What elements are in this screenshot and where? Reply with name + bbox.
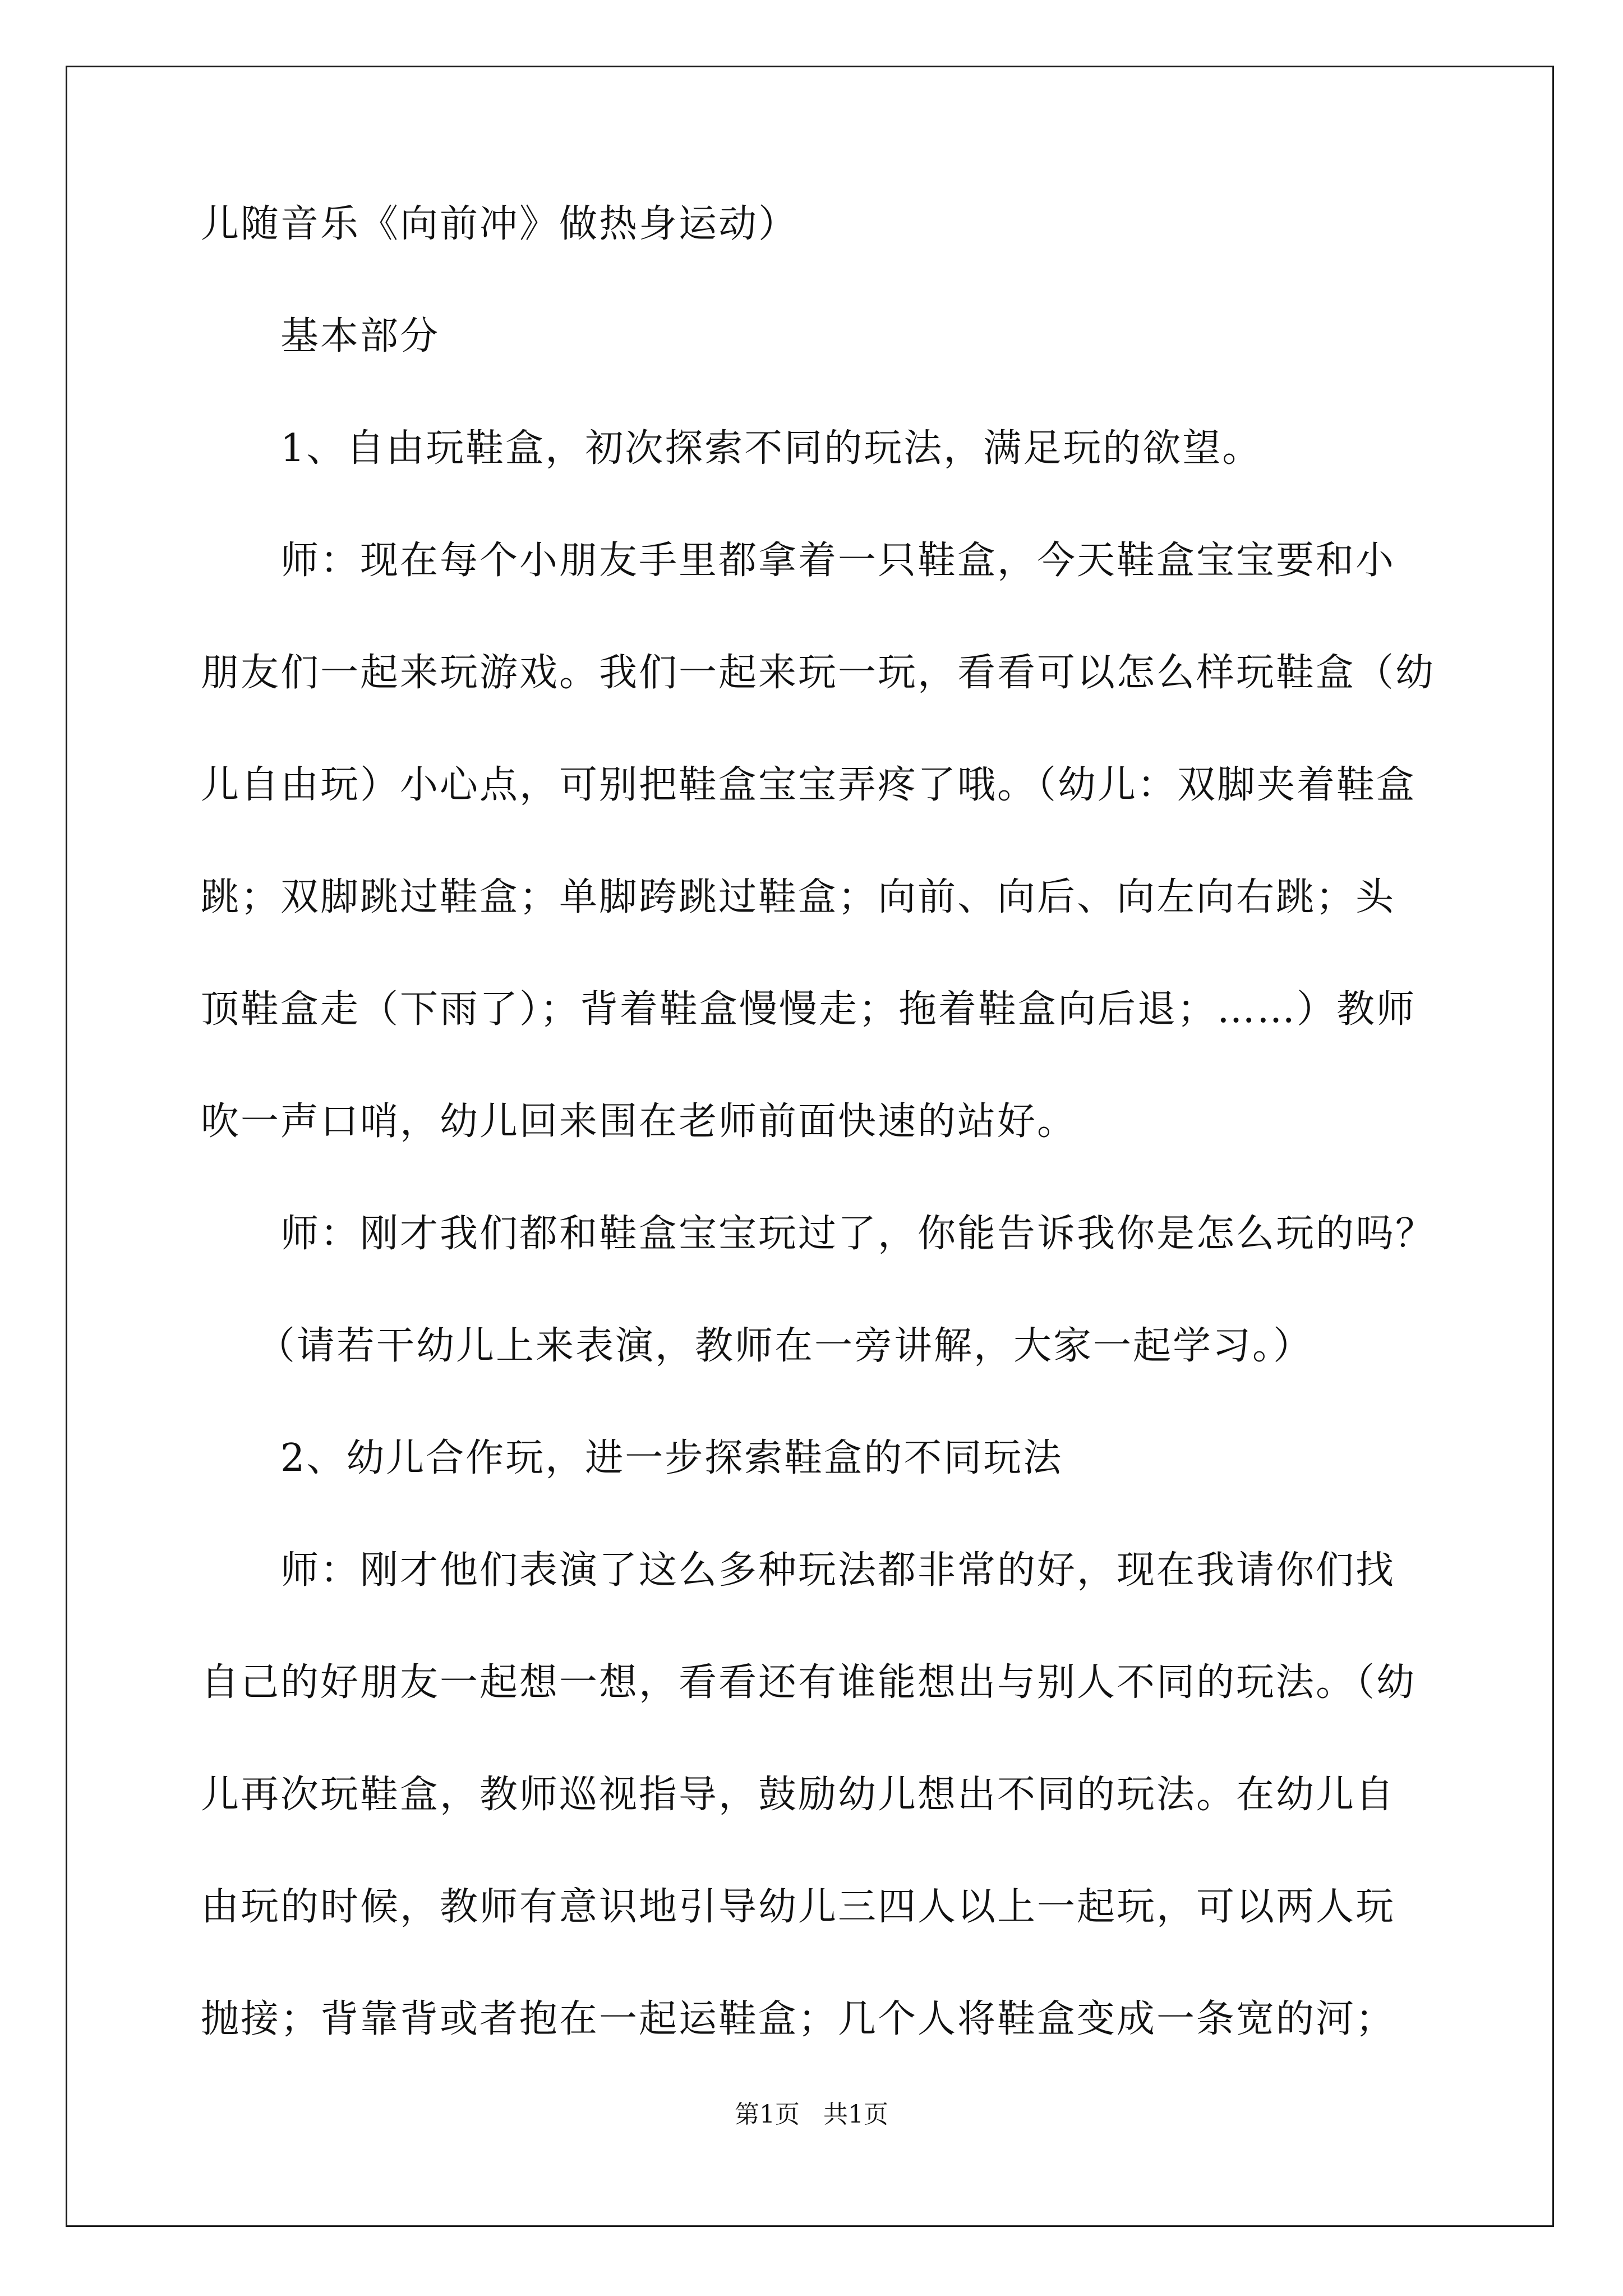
text-line: 顶鞋盒走（下雨了）；背着鞋盒慢慢走；拖着鞋盒向后退；……）教师 bbox=[201, 987, 1417, 1032]
paragraph-start: 师：刚才我们都和鞋盒宝宝玩过了，你能告诉我你是怎么玩的吗？ bbox=[280, 1212, 1436, 1256]
paragraph-start: （请若干幼儿上来表演，教师在一旁讲解，大家一起学习。） bbox=[257, 1324, 1313, 1368]
step-heading: 1、自由玩鞋盒，初次探索不同的玩法，满足玩的欲望。 bbox=[280, 426, 1262, 471]
text-line: 吹一声口哨，幼儿回来围在老师前面快速的站好。 bbox=[201, 1099, 1077, 1144]
text-line: 儿自由玩）小心点，可别把鞋盒宝宝弄疼了哦。（幼儿：双脚夹着鞋盒 bbox=[201, 763, 1417, 807]
text-line: 儿再次玩鞋盒，教师巡视指导，鼓励幼儿想出不同的玩法。在幼儿自 bbox=[201, 1773, 1396, 1817]
paragraph-start: 师：刚才他们表演了这么多种玩法都非常的好，现在我请你们找 bbox=[280, 1548, 1396, 1593]
step-heading: 2、幼儿合作玩，进一步探索鞋盒的不同玩法 bbox=[280, 1436, 1063, 1480]
section-heading: 基本部分 bbox=[280, 314, 440, 358]
paragraph-start: 师：现在每个小朋友手里都拿着一只鞋盒，今天鞋盒宝宝要和小 bbox=[280, 539, 1396, 583]
text-line: 朋友们一起来玩游戏。我们一起来玩一玩，看看可以怎么样玩鞋盒（幼 bbox=[201, 651, 1436, 695]
text-line: 自己的好朋友一起想一想，看看还有谁能想出与别人不同的玩法。（幼 bbox=[201, 1660, 1417, 1705]
text-line: 儿随音乐《向前冲》做热身运动） bbox=[201, 202, 799, 246]
text-line: 跳；双脚跳过鞋盒；单脚跨跳过鞋盒；向前、向后、向左向右跳；头 bbox=[201, 875, 1396, 919]
text-line: 抛接；背靠背或者抱在一起运鞋盒；几个人将鞋盒变成一条宽的河； bbox=[201, 1997, 1396, 2041]
text-line: 由玩的时候，教师有意识地引导幼儿三四人以上一起玩，可以两人玩 bbox=[201, 1885, 1396, 1929]
page-number-footer: 第1页 共1页 bbox=[735, 2100, 888, 2129]
